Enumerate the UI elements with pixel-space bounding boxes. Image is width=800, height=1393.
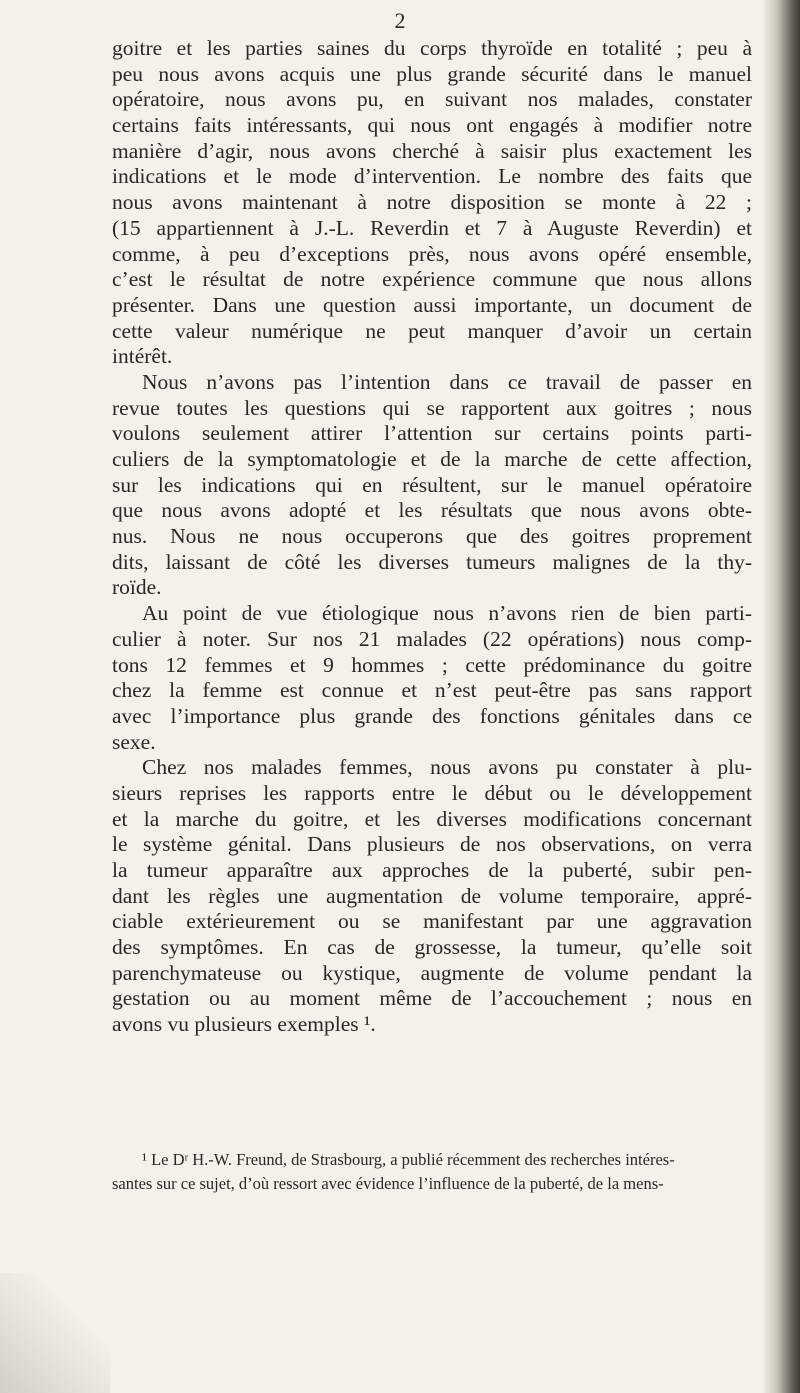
page-corner-shadow (0, 1273, 110, 1393)
text-line: avons vu plusieurs exemples ¹. (112, 1012, 376, 1037)
text-line: et la marche du goitre, et les diverses modifications concernant (112, 806, 752, 831)
page-edge-shadow (762, 0, 800, 1393)
text-line: c’est le résultat de notre expérience commune que nous allons (112, 267, 752, 292)
text-line: Au point de vue étiologique nous n’avons rien de bien parti- (142, 601, 752, 626)
footnote-line: santes sur ce sujet, d’où ressort avec évidence l’influence de la puberté, de la mens- (112, 1174, 664, 1193)
text-line: indications et le mode d’intervention. Le nombre des faits que (112, 164, 752, 189)
text-line: Chez nos malades femmes, nous avons pu constater à plu- (142, 755, 752, 780)
text-line: peu nous avons acquis une plus grande sécurité dans le manuel (112, 61, 752, 86)
text-line: goitre et les parties saines du corps thyroïde en totalité ; peu à (112, 36, 752, 60)
text-line: avec l’importance plus grande des fonctions génitales dans ce (112, 703, 752, 728)
text-line: cette valeur numérique ne peut manquer d’avoir un certain (112, 318, 752, 343)
text-line: culiers de la symptomatologie et de la marche de cette affection, (112, 447, 752, 471)
text-line: manière d’agir, nous avons cherché à saisir plus exactement les (112, 138, 752, 163)
text-line: intérêt. (112, 344, 173, 369)
text-line: gestation ou au moment même de l’accouchement ; nous en (112, 986, 752, 1011)
text-line: comme, à peu d’exceptions près, nous avons opéré ensemble, (112, 241, 752, 266)
text-line: que nous avons adopté et les résultats que nous avons obte- (112, 498, 752, 523)
text-line: la tumeur apparaître aux approches de la puberté, subir pen- (112, 858, 752, 882)
text-line: chez la femme est connue et n’est peut-être pas sans rapport (112, 678, 752, 703)
text-line: tons 12 femmes et 9 hommes ; cette prédominance du goitre (112, 652, 752, 677)
text-line: le système génital. Dans plusieurs de nos observations, on verra (112, 832, 752, 857)
text-line: voulons seulement attirer l’attention sur certains points parti- (112, 421, 752, 446)
text-line: sexe. (112, 729, 156, 754)
text-line: roïde. (112, 575, 162, 600)
text-line: sieurs reprises les rapports entre le début ou le développement (112, 780, 752, 805)
text-line: (15 appartiennent à J.-L. Reverdin et 7 à Auguste Reverdin) et (112, 215, 752, 240)
text-line: dant les règles une augmentation de volume temporaire, appré- (112, 883, 752, 908)
text-line: des symptômes. En cas de grossesse, la tumeur, qu’elle soit (112, 935, 752, 960)
text-line: Nous n’avons pas l’intention dans ce travail de passer en (142, 369, 752, 394)
text-line: nous avons maintenant à notre disposition se monte à 22 ; (112, 190, 752, 215)
text-line: opératoire, nous avons pu, en suivant nos malades, constater (112, 87, 752, 112)
text-line: ciable extérieurement ou se manifestant par une aggravation (112, 909, 752, 934)
text-line: dits, laissant de côté les diverses tumeurs malignes de la thy- (112, 549, 752, 574)
text-line: culier à noter. Sur nos 21 malades (22 opérations) nous comp- (112, 626, 752, 651)
footnote-line: ¹ Le Dʳ H.-W. Freund, de Strasbourg, a publié récemment des recherches intéres- (142, 1150, 675, 1169)
text-line: sur les indications qui en résultent, sur le manuel opératoire (112, 472, 752, 497)
text-line: parenchymateuse ou kystique, augmente de volume pendant la (112, 960, 752, 985)
text-line: présenter. Dans une question aussi importante, un document de (112, 292, 752, 317)
text-line: revue toutes les questions qui se rapportent aux goitres ; nous (112, 395, 752, 420)
text-line: certains faits intéressants, qui nous ont engagés à modifier notre (112, 113, 752, 138)
page-number: 2 (394, 8, 406, 33)
body-text (112, 36, 752, 1038)
text-line: nus. Nous ne nous occuperons que des goitres proprement (112, 524, 752, 549)
footnote-block (112, 1148, 752, 1196)
